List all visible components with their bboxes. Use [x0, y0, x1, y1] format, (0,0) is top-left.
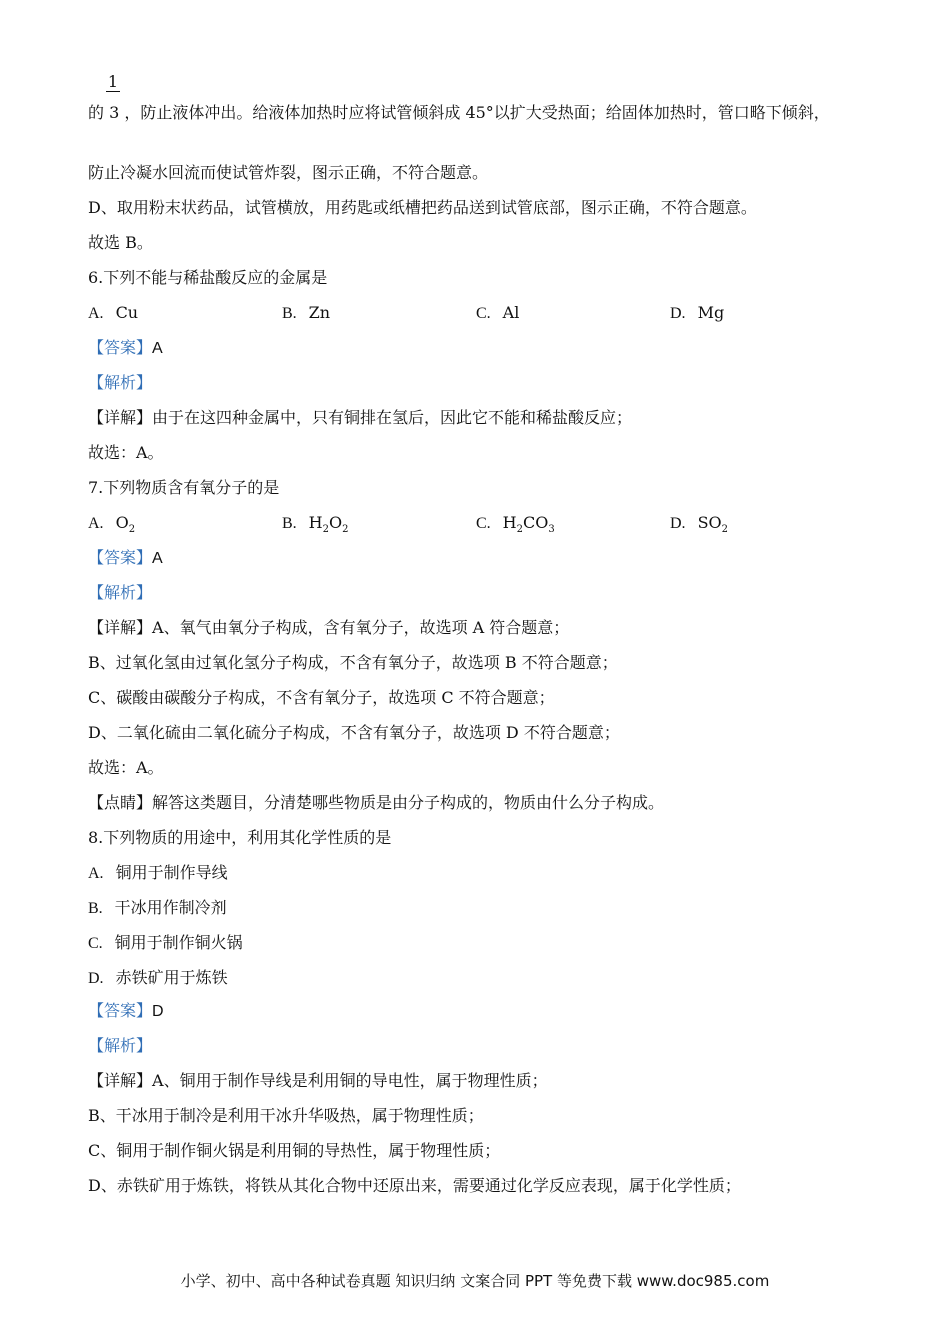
- q8-detail-d: D、赤铁矿用于炼铁，将铁从其化合物中还原出来，需要通过化学反应表现，属于化学性质；: [88, 1176, 741, 1195]
- q7-comment: 【点睛】解答这类题目，分清楚哪些物质是由分子构成的，物质由什么分子构成。: [88, 793, 665, 812]
- fraction: [106, 74, 120, 93]
- q6-option-b: B. Zn: [282, 303, 331, 322]
- q7-option-d: D. $SO_2$: [670, 513, 729, 536]
- q6-option-d: D. Mg: [670, 303, 725, 322]
- text-line: 的 3 ，防止液体冲出。给液体加热时应将试管倾斜成 45°以扩大受热面；给固体加热时，管口略下倾斜，: [88, 103, 830, 122]
- fraction-bar: [106, 91, 120, 92]
- q7-answer: 【答案】A: [88, 548, 163, 567]
- q6-option-a: A. Cu: [88, 303, 139, 322]
- q8-option-d: D. 赤铁矿用于炼铁: [88, 968, 228, 987]
- q6-analysis-tag: 【解析】: [88, 373, 153, 392]
- text-line: D、取用粉末状药品，试管横放，用药匙或纸槽把药品送到试管底部，图示正确，不符合题意。: [88, 198, 757, 217]
- q8-detail-c: C、铜用于制作铜火锅是利用铜的导热性，属于物理性质；: [88, 1141, 501, 1160]
- fraction-numerator: 1: [107, 72, 119, 91]
- q7-option-b: B. $H_2O_2$: [282, 513, 349, 536]
- q7-analysis-tag: 【解析】: [88, 583, 153, 602]
- q8-option-a: A. 铜用于制作导线: [88, 863, 228, 882]
- q8-detail-b: B、干冰用于制冷是利用干冰升华吸热，属于物理性质；: [88, 1106, 484, 1125]
- question-7-stem: 7.下列物质含有氧分子的是: [88, 478, 280, 497]
- q8-analysis-tag: 【解析】: [88, 1036, 153, 1055]
- q7-detail-c: C、碳酸由碳酸分子构成，不含有氧分子，故选项 C 不符合题意；: [88, 688, 555, 707]
- question-8-stem: 8.下列物质的用途中，利用其化学性质的是: [88, 828, 392, 847]
- q7-detail-b: B、过氧化氢由过氧化氢分子构成，不含有氧分子，故选项 B 不符合题意；: [88, 653, 618, 672]
- q6-choose: 故选：A。: [88, 443, 164, 462]
- q8-option-b: B. 干冰用作制冷剂: [88, 898, 227, 917]
- q8-detail-a: 【详解】A、铜用于制作导线是利用铜的导电性，属于物理性质；: [88, 1071, 548, 1090]
- page-footer: 小学、初中、高中各种试卷真题 知识归纳 文案合同 PPT 等免费下载 www.doc985.com: [180, 1272, 770, 1290]
- text-line: 故选 B。: [88, 233, 153, 252]
- q7-option-c: C. $H_2CO_3$: [476, 513, 555, 536]
- q8-answer: 【答案】D: [88, 1001, 164, 1020]
- q6-detail: 【详解】由于在这四种金属中，只有铜排在氢后，因此它不能和稀盐酸反应；: [88, 408, 633, 427]
- q6-option-c: C. Al: [476, 303, 520, 322]
- question-6-stem: 6.下列不能与稀盐酸反应的金属是: [88, 268, 328, 287]
- q7-choose: 故选：A。: [88, 758, 164, 777]
- q6-answer: 【答案】A: [88, 338, 163, 357]
- q8-option-c: C. 铜用于制作铜火锅: [88, 933, 243, 952]
- q7-option-a: A. $O_2$: [88, 513, 136, 536]
- q7-detail-d: D、二氧化硫由二氧化硫分子构成，不含有氧分子，故选项 D 不符合题意；: [88, 723, 620, 742]
- text-line: 防止冷凝水回流而使试管炸裂，图示正确，不符合题意。: [88, 163, 489, 182]
- q7-detail-a: 【详解】A、氧气由氧分子构成，含有氧分子，故选项 A 符合题意；: [88, 618, 570, 637]
